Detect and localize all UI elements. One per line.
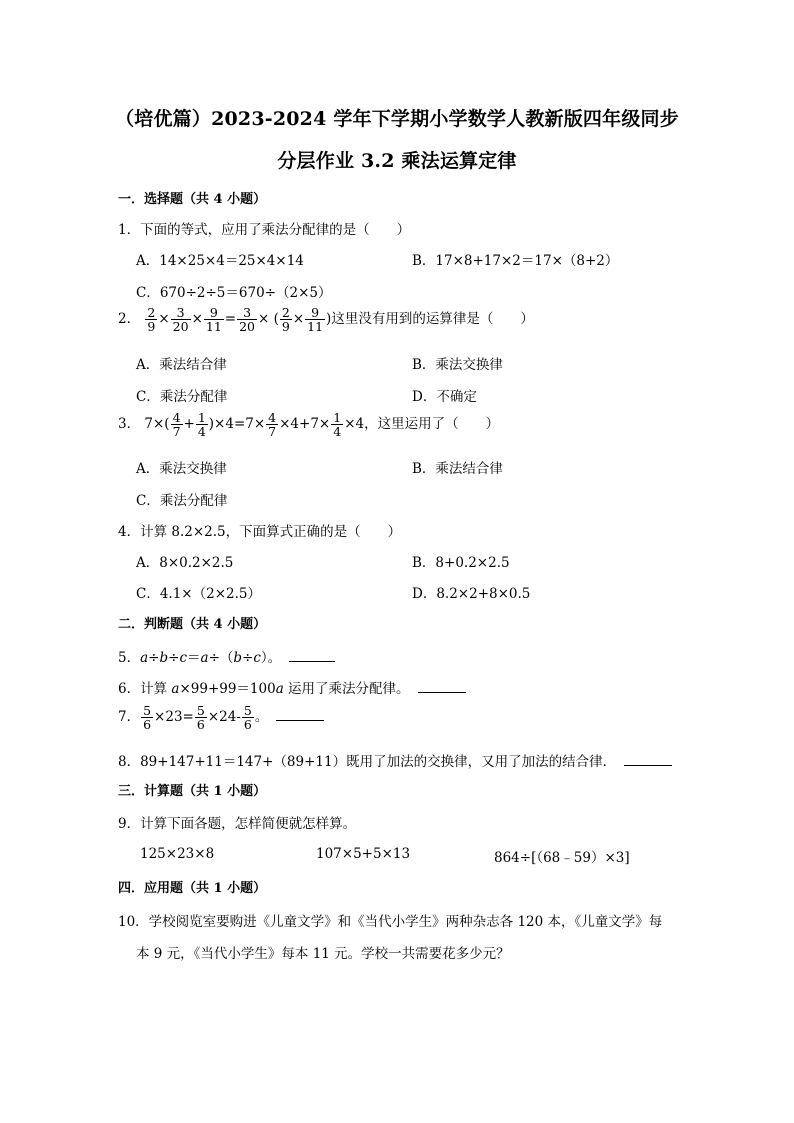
fraction: $\frac{4}{7}$ bbox=[172, 410, 181, 439]
question-3: 3． 7×( $\frac{4}{7}$ + $\frac{1}{4}$ )×4=7× $\frac{4}{7}$ ×4+7× $\frac{1}{4}$ ×4，这里运用了（ ） bbox=[118, 410, 500, 439]
question-1: 1．下面的等式，应用了乘法分配律的是（ ） bbox=[118, 222, 411, 238]
q4-option-d: D．8.2×2+8×0.5 bbox=[412, 586, 531, 602]
question-2: 2． $\frac{2}{9}$ × $\frac{3}{20}$ × $\frac{9}{11}$ = $\frac{3}{20}$ × ( $\frac{2}{9}$ × $\frac{9}{11}$ )这里没有用到的运算律是（ ） bbox=[118, 305, 534, 334]
section-calc-heading: 三．计算题（共 1 小题） bbox=[118, 784, 267, 799]
q3-tail: ，这里运用了（ ） bbox=[364, 416, 500, 432]
fraction: $\frac{2}{9}$ bbox=[281, 305, 290, 334]
question-8: 8．89+147+11＝147+（89+11）既用了加法的交换律，又用了加法的结合律． bbox=[118, 750, 672, 770]
answer-blank[interactable] bbox=[289, 651, 335, 662]
question-6: 6．计算 a×99+99＝100a 运用了乘法分配律。 bbox=[118, 677, 466, 697]
fraction: $\frac{1}{4}$ bbox=[333, 410, 342, 439]
q2-option-c: C．乘法分配律 bbox=[136, 389, 228, 405]
worksheet-title-line1: （培优篇）2023-2024 学年下学期小学数学人教新版四年级同步 bbox=[115, 108, 679, 130]
q3-option-a: A．乘法交换律 bbox=[136, 461, 227, 477]
fraction: $\frac{9}{11}$ bbox=[307, 305, 324, 334]
section-choice-heading: 一．选择题（共 4 小题） bbox=[118, 192, 267, 207]
q4-option-b: B．8+0.2×2.5 bbox=[412, 555, 510, 571]
q1-option-b: B．17×8+17×2＝17×（8+2） bbox=[412, 253, 619, 269]
q2-option-d: D．不确定 bbox=[412, 389, 477, 405]
worksheet-title-line2: 分层作业 3.2 乘法运算定律 bbox=[277, 150, 517, 172]
q3-number: 3． bbox=[118, 416, 141, 432]
calc-expression-3: 864÷[（68﹣59）×3] bbox=[494, 850, 630, 866]
fraction: $\frac{3}{20}$ bbox=[172, 305, 189, 334]
fraction: $\frac{3}{20}$ bbox=[239, 305, 255, 334]
calc-expression-2: 107×5+5×13 bbox=[316, 846, 411, 862]
q2-number: 2． bbox=[118, 311, 141, 327]
question-9: 9．计算下面各题，怎样简便就怎样算。 bbox=[118, 816, 357, 832]
fraction: $\frac{2}{9}$ bbox=[147, 305, 156, 334]
q4-option-c: C．4.1×（2×2.5） bbox=[136, 586, 261, 602]
question-10-line1: 10．学校阅览室要购进《儿童文学》和《当代小学生》两种杂志各 120 本，《儿童文学》每 bbox=[118, 914, 663, 930]
q3-option-c: C．乘法分配律 bbox=[136, 493, 228, 509]
q2-option-a: A．乘法结合律 bbox=[136, 357, 227, 373]
fraction: $\frac{1}{4}$ bbox=[197, 410, 206, 439]
q2-tail: )这里没有用到的运算律是（ ） bbox=[326, 311, 534, 327]
question-10-line2: 本 9 元，《当代小学生》每本 11 元。学校一共需要花多少元？ bbox=[136, 946, 510, 962]
question-5: 5．a÷b÷c＝a÷（b÷c）。 bbox=[118, 646, 335, 666]
answer-blank[interactable] bbox=[624, 755, 672, 766]
q1-option-c: C．670÷2÷5＝670÷（2×5） bbox=[136, 285, 332, 301]
answer-blank[interactable] bbox=[276, 710, 324, 721]
section-application-heading: 四．应用题（共 1 小题） bbox=[118, 881, 267, 896]
q4-option-a: A．8×0.2×2.5 bbox=[136, 555, 234, 571]
q3-option-b: B．乘法结合律 bbox=[412, 461, 503, 477]
fraction: $\frac{9}{11}$ bbox=[205, 305, 222, 334]
fraction: $\frac{4}{7}$ bbox=[268, 410, 277, 439]
q1-option-a: A．14×25×4＝25×4×14 bbox=[136, 253, 304, 269]
calc-expression-1: 125×23×8 bbox=[140, 846, 215, 862]
fraction: $\frac{5}{6}$ bbox=[243, 703, 252, 732]
section-judge-heading: 二．判断题（共 4 小题） bbox=[118, 617, 267, 632]
question-7: 7． $\frac{5}{6}$ ×23= $\frac{5}{6}$ ×24- $\frac{5}{6}$ 。 bbox=[118, 704, 324, 731]
question-4: 4．计算 8.2×2.5，下面算式正确的是（ ） bbox=[118, 524, 402, 540]
fraction: $\frac{5}{6}$ bbox=[143, 703, 152, 732]
q2-option-b: B．乘法交换律 bbox=[412, 357, 503, 373]
fraction: $\frac{5}{6}$ bbox=[196, 703, 205, 732]
answer-blank[interactable] bbox=[418, 682, 466, 693]
